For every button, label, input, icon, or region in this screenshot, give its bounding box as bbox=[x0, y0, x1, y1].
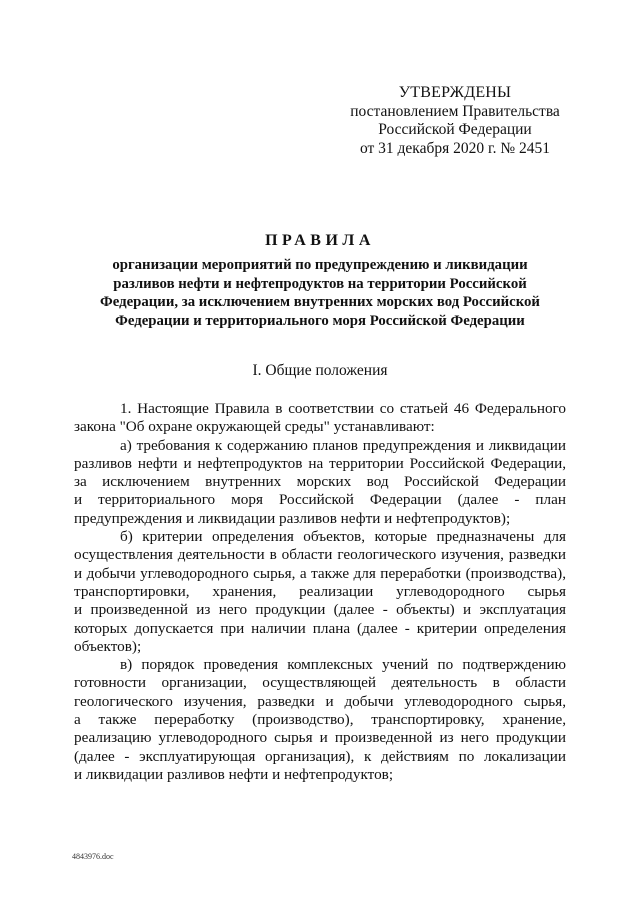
paragraph-line: б) критерии определения объектов, которые предназначены для bbox=[120, 528, 566, 546]
paragraph-line: 1. Настоящие Правила в соответствии со статьей 46 Федерального bbox=[120, 400, 566, 417]
paragraph-line: (далее - эксплуатирующая организация), к действиям по локализации bbox=[74, 747, 566, 765]
paragraph-c bbox=[74, 656, 566, 784]
paragraph-line: и добычи углеводородного сырья, а также для переработки (производства), bbox=[74, 564, 566, 582]
paragraph-line: геологического изучения, разведки и добычи углеводородного сырья, bbox=[74, 692, 566, 710]
approval-line: Российской Федерации bbox=[378, 121, 532, 138]
paragraph-b bbox=[74, 528, 566, 656]
paragraph-line: за исключением внутренних морских вод Российской Федерации bbox=[74, 473, 566, 491]
document-subtitle bbox=[78, 256, 562, 330]
paragraph-line: которых допускается при наличии плана (далее - критерии определения bbox=[74, 619, 566, 637]
paragraph-line: объектов); bbox=[74, 637, 142, 655]
section-heading: I. Общие положения bbox=[252, 362, 388, 379]
paragraph-a bbox=[74, 437, 566, 528]
paragraph-line: осуществления деятельности в области геологического изучения, разведки bbox=[74, 546, 566, 564]
document-body bbox=[74, 400, 566, 784]
approval-line: постановлением Правительства bbox=[350, 102, 560, 120]
document-title: ПРАВИЛА bbox=[265, 232, 375, 249]
paragraph-line: предупреждения и ликвидации разливов нефти и нефтепродуктов); bbox=[74, 509, 511, 527]
paragraph-line: транспортировки, хранения, реализации углеводородного сырья bbox=[74, 582, 566, 600]
paragraph-line: а) требования к содержанию планов предупреждения и ликвидации bbox=[120, 436, 566, 454]
approval-block bbox=[340, 84, 570, 158]
approval-date-line: от 31 декабря 2020 г. № 2451 bbox=[359, 139, 551, 157]
paragraph-line: готовности организации, осуществляющей деятельность в области bbox=[74, 674, 566, 692]
approval-heading: УТВЕРЖДЕНЫ bbox=[398, 84, 512, 101]
paragraph-1 bbox=[74, 400, 566, 437]
paragraph-line: и произведенной из него продукции (далее - объекты) и эксплуатация bbox=[74, 601, 566, 619]
paragraph-line: закона "Об охране окружающей среды" устанавливают: bbox=[74, 418, 435, 436]
paragraph-line: реализацию углеводородного сырья и произведенной из него продукции bbox=[74, 729, 566, 747]
paragraph-line: в) порядок проведения комплексных учений по подтверждению bbox=[120, 656, 566, 674]
paragraph-line: разливов нефти и нефтепродуктов на территории Российской Федерации, bbox=[74, 454, 566, 472]
file-name-footer: 4843976.doc bbox=[72, 852, 114, 861]
subtitle-line: организации мероприятий по предупреждению и ликвидации bbox=[112, 257, 528, 273]
paragraph-line: а также переработку (производство), транспортировку, хранение, bbox=[74, 711, 566, 729]
subtitle-line: Федерации и территориального моря Российской Федерации bbox=[115, 312, 525, 329]
subtitle-line: разливов нефти и нефтепродуктов на территории Российской bbox=[113, 275, 527, 292]
subtitle-line: Федерации, за исключением внутренних морских вод Российской bbox=[100, 294, 540, 311]
paragraph-line: и территориального моря Российской Федерации (далее - план bbox=[74, 491, 566, 509]
paragraph-line: и ликвидации разливов нефти и нефтепродуктов; bbox=[74, 765, 394, 783]
